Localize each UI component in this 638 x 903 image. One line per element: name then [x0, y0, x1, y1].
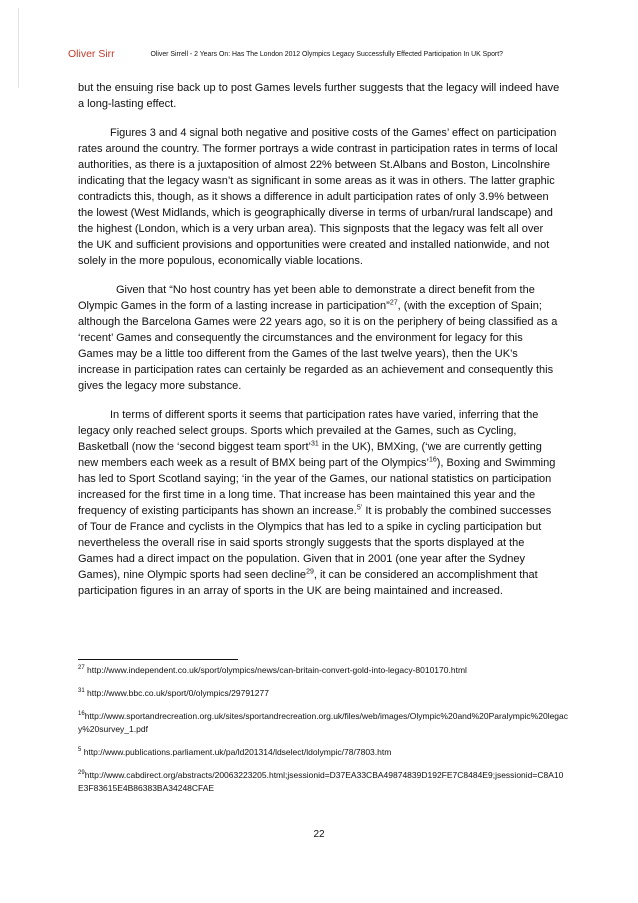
paragraph-2: Figures 3 and 4 signal both negative and positive costs of the Games’ effect on participation rates around the country. The former portrays a wide contrast in participation rates in terms of local authorities, as there is a juxtaposition of almost 22% between St.Albans and Boston, Lincolnshire indicating that the legacy wasn’t as significant in some areas as it was in others. The latter graphic contradicts this, though, as it shows a difference in adult participation rates of only 3.9% between the lowest (West Midlands, which is geographically diverse in terms of urban/rural landscape) and the highest (London, which is a very urban area). This signposts that the legacy was felt all over the UK and sufficient provisions and opportunities were created and installed nationwide, and not solely in the more populous, economically viable locations.	[78, 127, 558, 267]
footnote-ref-5[interactable]: 5’	[356, 504, 363, 512]
header-author: Oliver Sirr	[68, 48, 115, 60]
footnote-mark: 29	[78, 770, 85, 777]
paragraph-3	[78, 282, 561, 394]
footnote-ref-29[interactable]: 29	[306, 568, 314, 576]
footnote-ref-16[interactable]: 16	[428, 456, 437, 464]
footnote-mark: 27	[78, 665, 85, 672]
footnote-16	[78, 710, 568, 736]
paragraph-4-part-3: ), Boxing and Swimming has led to Sport Scotland saying; ‘in the year of the Games, our national statistics on participation increased for the first time in a long time. That increase has been maintained this year and the frequency of existing participants has shown an increase.	[78, 457, 556, 517]
paragraph-4-part-5: , it can be considered an accomplishment that participation figures in an array of sports in the UK are being maintained and increased.	[78, 569, 538, 597]
footnote-link[interactable]: http://www.publications.parliament.uk/pa/ld201314/ldselect/ldolympic/78/7803.htm	[81, 747, 392, 757]
footnote-31	[78, 687, 568, 700]
paragraph-4-part-1: In terms of different sports it seems that participation rates have varied, inferring that the legacy only reached select groups. Sports which prevailed at the Games, such as Cycling, Basketball (now the ‘second biggest team sport’	[78, 409, 539, 453]
header-running-title: Oliver Sirrell - 2 Years On: Has The London 2012 Olympics Legacy Successfully Effected Participation In UK Sport?	[150, 51, 503, 58]
paragraph-3-part-1: Given that “No host country has yet been able to demonstrate a direct benefit from the Olympic Games in the form of a lasting increase in participation”	[78, 284, 535, 312]
paragraph-4	[78, 407, 561, 599]
body-text	[78, 80, 561, 612]
footnote-link[interactable]: http://www.cabdirect.org/abstracts/20063223205.html;jsessionid=D37EA33CBA49874839D192FE7C8484E9;jsessionid=C8A10E3F83615E4B86383BA34248CFAE	[78, 770, 564, 793]
footnote-mark: 16	[78, 711, 85, 718]
paragraph-3-part-2: , (with the exception of Spain; although the Barcelona Games were 22 years ago, so it is on the periphery of being classified as a ‘recent’ Games and consequently the circumstances and the environment for legacy for this Games may be a little too different from the Games of the last twelve years), then the UK’s increase in participation rates can certainly be regarded as an achievement and consequently this gives the legacy more substance.	[78, 300, 558, 392]
footnote-separator	[78, 659, 238, 660]
footnote-link[interactable]: http://www.bbc.co.uk/sport/0/olympics/29791277	[84, 688, 269, 698]
footnote-ref-31[interactable]: 31	[310, 440, 319, 448]
paragraph-4-part-4: It is probably the combined successes of Tour de France and cyclists in the Olympics that has led to a spike in cycling participation but nevertheless the overall rise in said sports strongly suggests that the sports displayed at the Games had a direct impact on the population. Given that in 2001 (one year after the Sydney Games), nine Olympic sports had seen decline	[78, 505, 552, 581]
paragraph-4-part-2: in the UK), BMXing, (‘we are currently getting new members each week as a result of BMX being part of the Olympics’	[78, 441, 542, 469]
paragraph-1: but the ensuing rise back up to post Games levels further suggests that the legacy will indeed have a long-lasting effect.	[78, 82, 560, 110]
footnote-ref-27[interactable]: 27	[389, 299, 398, 307]
footnote-link[interactable]: http://www.sportandrecreation.org.uk/sites/sportandrecreation.org.uk/files/web/images/Olympic%20and%20Paralympic%20legacy%20survey_1.pdf	[78, 711, 569, 734]
footnote-27	[78, 664, 568, 677]
page-header	[68, 44, 608, 62]
footnote-mark: 31	[78, 688, 85, 695]
footnote-mark: 5	[78, 747, 82, 754]
footnote-5	[78, 746, 568, 759]
footnotes	[78, 664, 568, 805]
footnote-link[interactable]: http://www.independent.co.uk/sport/olympics/news/can-britain-convert-gold-into-legacy-8010170.html	[84, 665, 467, 675]
margin-rule	[18, 8, 19, 88]
footnote-29	[78, 769, 568, 795]
page-number: 22	[313, 829, 325, 840]
